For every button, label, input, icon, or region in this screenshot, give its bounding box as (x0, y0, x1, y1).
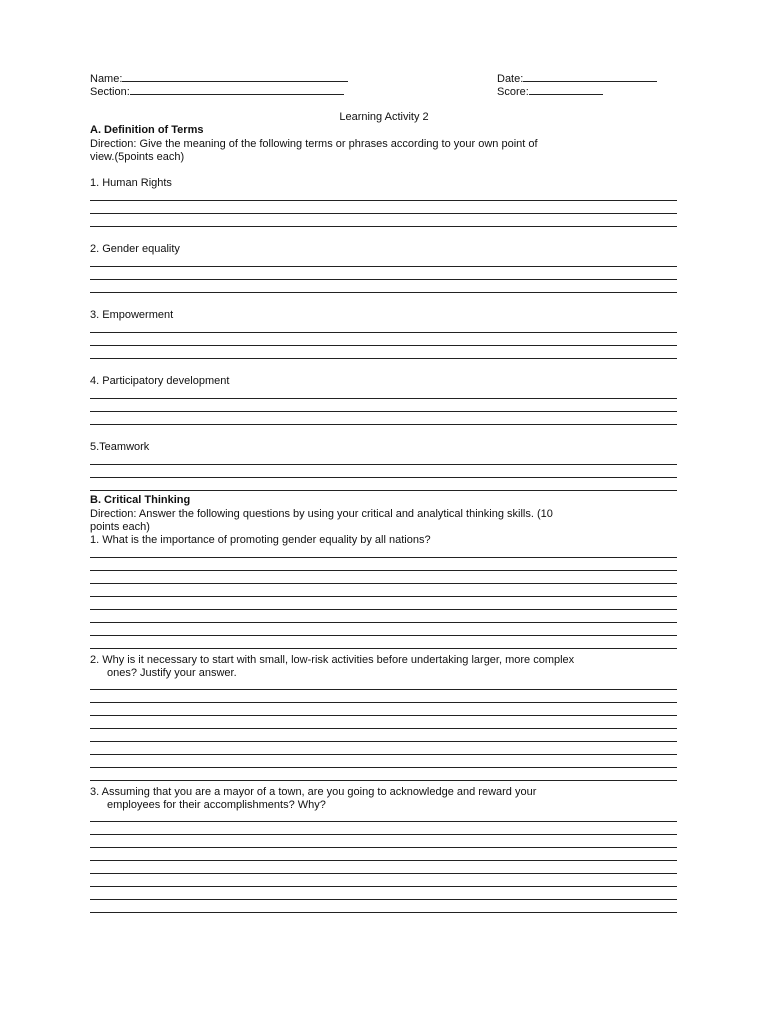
section-field[interactable] (90, 84, 344, 99)
term-item-1: 1. Human Rights (90, 177, 172, 189)
page-title: Learning Activity 2 (339, 111, 429, 123)
answer-line[interactable] (90, 609, 677, 610)
question-3-line-1: 3. Assuming that you are a mayor of a town, are you going to acknowledge and reward your (90, 786, 537, 798)
score-field[interactable] (497, 84, 603, 99)
question-2-line-2: ones? Justify your answer. (107, 667, 237, 679)
answer-line[interactable] (90, 754, 677, 755)
answer-line[interactable] (90, 266, 677, 267)
answer-line[interactable] (90, 860, 677, 861)
answer-line[interactable] (90, 689, 677, 690)
answer-line[interactable] (90, 490, 677, 491)
answer-line[interactable] (90, 635, 677, 636)
answer-line[interactable] (90, 767, 677, 768)
section-a-direction-2: view.(5points each) (90, 151, 185, 163)
section-label: Section: (90, 86, 130, 98)
answer-line[interactable] (90, 464, 677, 465)
answer-line[interactable] (90, 292, 677, 293)
answer-line[interactable] (90, 873, 677, 874)
section-b-heading: B. Critical Thinking (90, 494, 191, 506)
answer-line[interactable] (90, 741, 677, 742)
answer-line[interactable] (90, 332, 677, 333)
term-item-5: 5.Teamwork (90, 441, 150, 453)
question-3-line-2: employees for their accomplishments? Why? (107, 799, 326, 811)
answer-line[interactable] (90, 583, 677, 584)
section-a-direction-1: Direction: Give the meaning of the following terms or phrases according to your own point of (90, 138, 538, 150)
answer-line[interactable] (90, 715, 677, 716)
term-item-4: 4. Participatory development (90, 375, 230, 387)
date-label: Date: (497, 73, 524, 85)
date-blank[interactable] (523, 71, 657, 82)
score-label: Score: (497, 86, 529, 98)
section-a-heading: A. Definition of Terms (90, 124, 204, 136)
question-1: 1. What is the importance of promoting gender equality by all nations? (90, 534, 431, 546)
answer-line[interactable] (90, 912, 677, 913)
answer-line[interactable] (90, 477, 677, 478)
answer-line[interactable] (90, 557, 677, 558)
question-2-line-1: 2. Why is it necessary to start with small, low-risk activities before undertaking larger, more complex (90, 654, 575, 666)
answer-line[interactable] (90, 424, 677, 425)
answer-line[interactable] (90, 596, 677, 597)
answer-line[interactable] (90, 411, 677, 412)
answer-line[interactable] (90, 622, 677, 623)
section-b-direction-1: Direction: Answer the following questions by using your critical and analytical thinking skills. (10 (90, 508, 553, 520)
answer-line[interactable] (90, 398, 677, 399)
name-label: Name: (90, 73, 123, 85)
answer-line[interactable] (90, 847, 677, 848)
answer-line[interactable] (90, 345, 677, 346)
answer-line[interactable] (90, 570, 677, 571)
answer-line[interactable] (90, 834, 677, 835)
answer-line[interactable] (90, 780, 677, 781)
term-item-2: 2. Gender equality (90, 243, 180, 255)
name-blank[interactable] (122, 71, 348, 82)
answer-line[interactable] (90, 821, 677, 822)
answer-line[interactable] (90, 648, 677, 649)
section-b-direction-2: points each) (90, 521, 150, 533)
answer-line[interactable] (90, 226, 677, 227)
answer-line[interactable] (90, 728, 677, 729)
answer-line[interactable] (90, 200, 677, 201)
score-blank[interactable] (529, 84, 603, 95)
term-item-3: 3. Empowerment (90, 309, 174, 321)
answer-line[interactable] (90, 279, 677, 280)
answer-line[interactable] (90, 213, 677, 214)
answer-line[interactable] (90, 886, 677, 887)
answer-line[interactable] (90, 899, 677, 900)
answer-line[interactable] (90, 702, 677, 703)
answer-line[interactable] (90, 358, 677, 359)
section-blank[interactable] (130, 84, 344, 95)
